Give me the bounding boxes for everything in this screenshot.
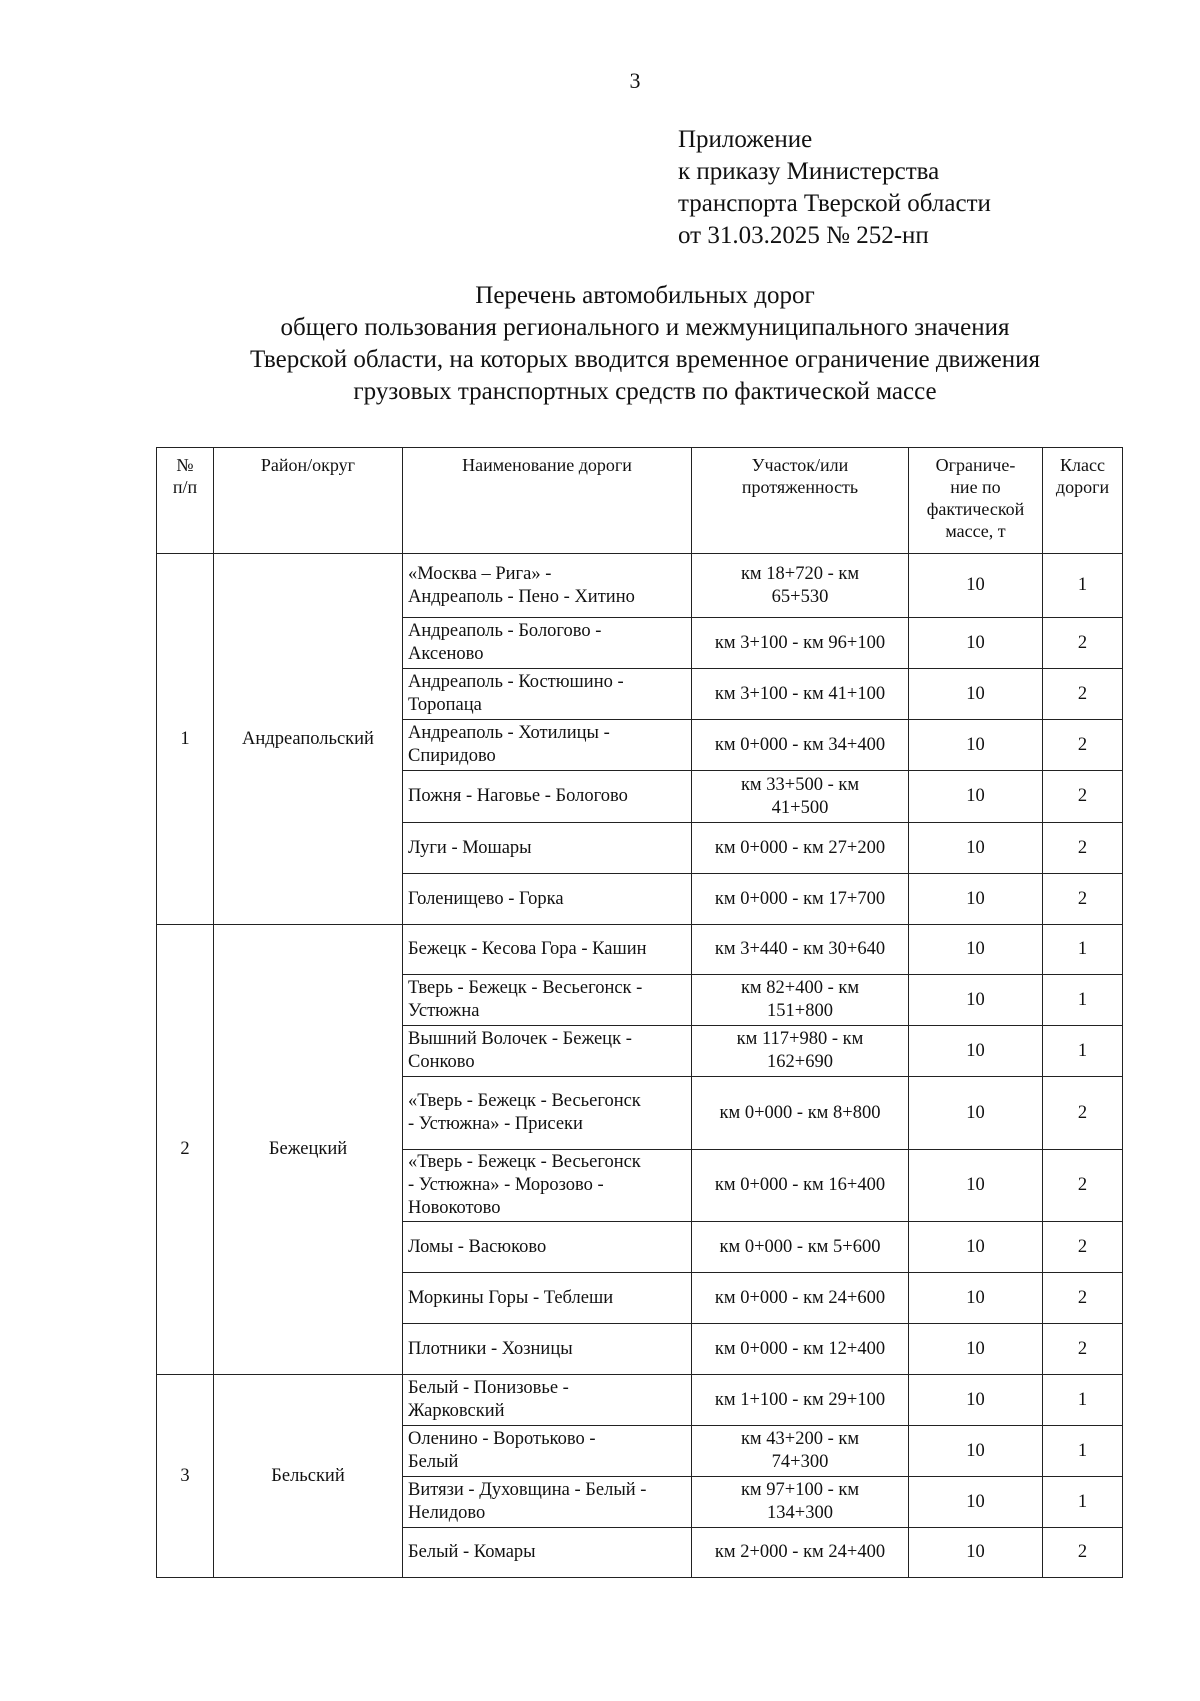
road-name xyxy=(403,874,692,925)
road-section xyxy=(692,1273,909,1324)
mass-limit: 10 xyxy=(909,618,1043,669)
table-row xyxy=(157,554,1123,618)
row-number: 2 xyxy=(157,925,214,1375)
road-section xyxy=(692,925,909,975)
road-class: 2 xyxy=(1043,1222,1123,1273)
cell-text-line: км 117+980 - км xyxy=(736,1029,864,1049)
cell-text-line: Новокотово xyxy=(408,1198,501,1218)
road-section xyxy=(692,720,909,771)
cell-text-line: км 0+000 - км 17+700 xyxy=(714,888,886,909)
road-name xyxy=(403,925,692,975)
road-class: 1 xyxy=(1043,1477,1123,1528)
cell-text-line: массе, т xyxy=(945,521,1006,541)
cell-text-line: Андреаполь - Бологово - xyxy=(408,621,602,641)
cell-text-line: ние по xyxy=(950,477,1001,497)
cell-text-line: км 1+100 - км 29+100 xyxy=(714,1389,886,1410)
cell-text-line: Нелидово xyxy=(408,1503,486,1523)
road-section xyxy=(692,975,909,1026)
cell-text-line: км 0+000 - км 16+400 xyxy=(714,1175,886,1195)
cell-text-line: 162+690 xyxy=(767,1052,833,1072)
cell-text-line: км 0+000 - км 27+200 xyxy=(714,837,886,858)
road-name xyxy=(403,554,692,618)
appendix-line: к приказу Министерства xyxy=(678,158,940,185)
cell-text-line: «Тверь - Бежецк - Весьегонск xyxy=(408,1091,641,1111)
cell-text-line: Устюжна xyxy=(408,1001,480,1021)
cell-text-line: Ломы - Васюково xyxy=(408,1236,547,1257)
cell-text-line: Андреаполь - Пено - Хитино xyxy=(408,586,635,607)
appendix-line: транспорта Тверской области xyxy=(678,190,991,217)
road-class: 2 xyxy=(1043,669,1123,720)
road-class: 2 xyxy=(1043,1324,1123,1375)
roads-table xyxy=(156,447,1123,1578)
road-name xyxy=(403,1426,692,1477)
road-class: 2 xyxy=(1043,874,1123,925)
mass-limit: 10 xyxy=(909,720,1043,771)
row-number: 1 xyxy=(157,554,214,925)
cell-text-line: Ограниче- xyxy=(935,455,1016,475)
row-number: 3 xyxy=(157,1375,214,1578)
road-name xyxy=(403,669,692,720)
cell-text-line: Вышний Волочек - Бежецк - xyxy=(408,1029,632,1049)
cell-text-line: № xyxy=(176,455,194,475)
mass-limit: 10 xyxy=(909,1375,1043,1426)
road-section xyxy=(692,1426,909,1477)
cell-text-line: км 0+000 - км 24+600 xyxy=(714,1287,886,1308)
road-class: 2 xyxy=(1043,771,1123,823)
cell-text-line: Витязи - Духовщина - Белый - xyxy=(408,1480,647,1500)
cell-text-line: Наименование дороги xyxy=(462,455,632,475)
district-name: Бежецкий xyxy=(214,925,403,1375)
mass-limit: 10 xyxy=(909,1222,1043,1273)
cell-text-line: км 3+440 - км 30+640 xyxy=(714,939,886,959)
road-class: 2 xyxy=(1043,1273,1123,1324)
road-name xyxy=(403,1375,692,1426)
road-class: 1 xyxy=(1043,1375,1123,1426)
cell-text-line: Андреаполь - Хотилицы - xyxy=(408,723,610,743)
cell-text-line: п/п xyxy=(172,477,198,497)
appendix-line: от 31.03.2025 № 252-нп xyxy=(678,222,929,249)
header-district xyxy=(214,448,403,554)
cell-text-line: Район/округ xyxy=(260,455,356,475)
road-section xyxy=(692,771,909,823)
cell-text-line: км 82+400 - км xyxy=(740,978,860,998)
title-line: общего пользования регионального и межмуниципального значения xyxy=(280,314,1010,341)
road-section xyxy=(692,1528,909,1578)
cell-text-line: 65+530 xyxy=(771,586,829,607)
mass-limit: 10 xyxy=(909,823,1043,874)
cell-text-line: Андреаполь - Костюшино - xyxy=(408,672,624,692)
appendix-line: Приложение xyxy=(678,126,813,153)
mass-limit: 10 xyxy=(909,1426,1043,1477)
road-section xyxy=(692,1375,909,1426)
mass-limit: 10 xyxy=(909,1026,1043,1077)
title-line: Перечень автомобильных дорог xyxy=(475,282,815,309)
table-row xyxy=(157,1375,1123,1426)
cell-text-line: км 3+100 - км 96+100 xyxy=(714,632,886,653)
cell-text-line: 74+300 xyxy=(771,1452,829,1472)
road-name xyxy=(403,1273,692,1324)
mass-limit: 10 xyxy=(909,1273,1043,1324)
road-name xyxy=(403,1222,692,1273)
cell-text-line: Жарковский xyxy=(408,1401,505,1421)
cell-text-line: км 2+000 - км 24+400 xyxy=(714,1542,886,1562)
road-section xyxy=(692,1026,909,1077)
cell-text-line: км 43+200 - км xyxy=(740,1429,860,1449)
cell-text-line: «Москва – Рига» - xyxy=(408,563,552,584)
mass-limit: 10 xyxy=(909,1077,1043,1150)
cell-text-line: «Тверь - Бежецк - Весьегонск xyxy=(408,1152,641,1172)
cell-text-line: Торопаца xyxy=(408,695,482,715)
road-section xyxy=(692,618,909,669)
cell-text-line: км 97+100 - км xyxy=(740,1480,860,1500)
road-class: 1 xyxy=(1043,1026,1123,1077)
road-class: 2 xyxy=(1043,1150,1123,1222)
title-line: грузовых транспортных средств по фактической массе xyxy=(353,378,937,405)
mass-limit: 10 xyxy=(909,554,1043,618)
road-section xyxy=(692,874,909,925)
road-section xyxy=(692,823,909,874)
road-class: 1 xyxy=(1043,1426,1123,1477)
road-class: 1 xyxy=(1043,925,1123,975)
cell-text-line: Луги - Мошары xyxy=(408,837,532,858)
road-class: 2 xyxy=(1043,618,1123,669)
cell-text-line: Участок/или xyxy=(751,455,849,475)
road-name xyxy=(403,1077,692,1150)
mass-limit: 10 xyxy=(909,771,1043,823)
header-class xyxy=(1043,448,1123,554)
cell-text-line: фактической xyxy=(926,499,1025,519)
header-section xyxy=(692,448,909,554)
district-name: Андреапольский xyxy=(214,554,403,925)
road-class: 2 xyxy=(1043,1528,1123,1578)
road-name xyxy=(403,720,692,771)
title-line: Тверской области, на которых вводится временное ограничение движения xyxy=(249,346,1041,373)
mass-limit: 10 xyxy=(909,874,1043,925)
cell-text-line: Бежецк - Кесова Гора - Кашин xyxy=(408,939,647,959)
cell-text-line: 41+500 xyxy=(771,797,829,818)
cell-text-line: Аксеново xyxy=(408,644,484,664)
page-number: 3 xyxy=(629,68,641,93)
road-section xyxy=(692,1477,909,1528)
header-num xyxy=(157,448,214,554)
mass-limit: 10 xyxy=(909,1324,1043,1375)
road-class: 1 xyxy=(1043,554,1123,618)
roads-table-body xyxy=(157,554,1123,1578)
cell-text-line: - Устюжна» - Морозово - xyxy=(408,1175,604,1195)
cell-text-line: дороги xyxy=(1055,477,1110,497)
cell-text-line: Моркины Горы - Теблеши xyxy=(408,1287,614,1308)
cell-text-line: Пожня - Наговье - Бологово xyxy=(408,786,628,806)
road-section xyxy=(692,1077,909,1150)
header-road xyxy=(403,448,692,554)
road-section xyxy=(692,554,909,618)
table-row xyxy=(157,925,1123,975)
district-name: Бельский xyxy=(214,1375,403,1578)
table-header-row xyxy=(157,448,1123,554)
cell-text-line: км 0+000 - км 34+400 xyxy=(714,734,886,755)
mass-limit: 10 xyxy=(909,925,1043,975)
road-name xyxy=(403,975,692,1026)
document-title xyxy=(150,280,1140,408)
cell-text-line: Белый xyxy=(408,1452,459,1472)
cell-text-line: км 18+720 - км xyxy=(740,563,860,584)
cell-text-line: км 0+000 - км 5+600 xyxy=(719,1236,881,1257)
road-class: 2 xyxy=(1043,720,1123,771)
road-name xyxy=(403,1026,692,1077)
cell-text-line: 134+300 xyxy=(767,1503,833,1523)
mass-limit: 10 xyxy=(909,1528,1043,1578)
road-section xyxy=(692,1324,909,1375)
road-name xyxy=(403,618,692,669)
cell-text-line: протяженность xyxy=(741,477,859,497)
road-name xyxy=(403,1324,692,1375)
cell-text-line: Плотники - Хозницы xyxy=(408,1338,573,1359)
road-section xyxy=(692,669,909,720)
road-name xyxy=(403,1477,692,1528)
road-name xyxy=(403,1528,692,1578)
header-limit xyxy=(909,448,1043,554)
cell-text-line: Оленино - Воротьково - xyxy=(408,1429,596,1449)
road-class: 1 xyxy=(1043,975,1123,1026)
cell-text-line: км 0+000 - км 8+800 xyxy=(719,1102,881,1123)
cell-text-line: 151+800 xyxy=(767,1001,833,1021)
cell-text-line: Белый - Комары xyxy=(408,1542,536,1562)
road-class: 2 xyxy=(1043,823,1123,874)
cell-text-line: км 0+000 - км 12+400 xyxy=(714,1338,886,1359)
road-name xyxy=(403,823,692,874)
road-name xyxy=(403,1150,692,1222)
cell-text-line: - Устюжна» - Присеки xyxy=(408,1114,583,1134)
cell-text-line: Сонково xyxy=(408,1052,475,1072)
cell-text-line: Белый - Понизовье - xyxy=(408,1378,569,1398)
mass-limit: 10 xyxy=(909,1150,1043,1222)
mass-limit: 10 xyxy=(909,669,1043,720)
cell-text-line: Тверь - Бежецк - Весьегонск - xyxy=(408,978,643,998)
cell-text-line: км 3+100 - км 41+100 xyxy=(714,683,886,704)
mass-limit: 10 xyxy=(909,975,1043,1026)
road-name xyxy=(403,771,692,823)
mass-limit: 10 xyxy=(909,1477,1043,1528)
cell-text-line: Класс xyxy=(1060,455,1105,475)
cell-text-line: Спиридово xyxy=(408,746,496,766)
road-section xyxy=(692,1150,909,1222)
appendix-header xyxy=(678,124,991,252)
cell-text-line: Голенищево - Горка xyxy=(408,888,564,909)
road-class: 2 xyxy=(1043,1077,1123,1150)
cell-text-line: км 33+500 - км xyxy=(740,774,860,795)
road-section xyxy=(692,1222,909,1273)
